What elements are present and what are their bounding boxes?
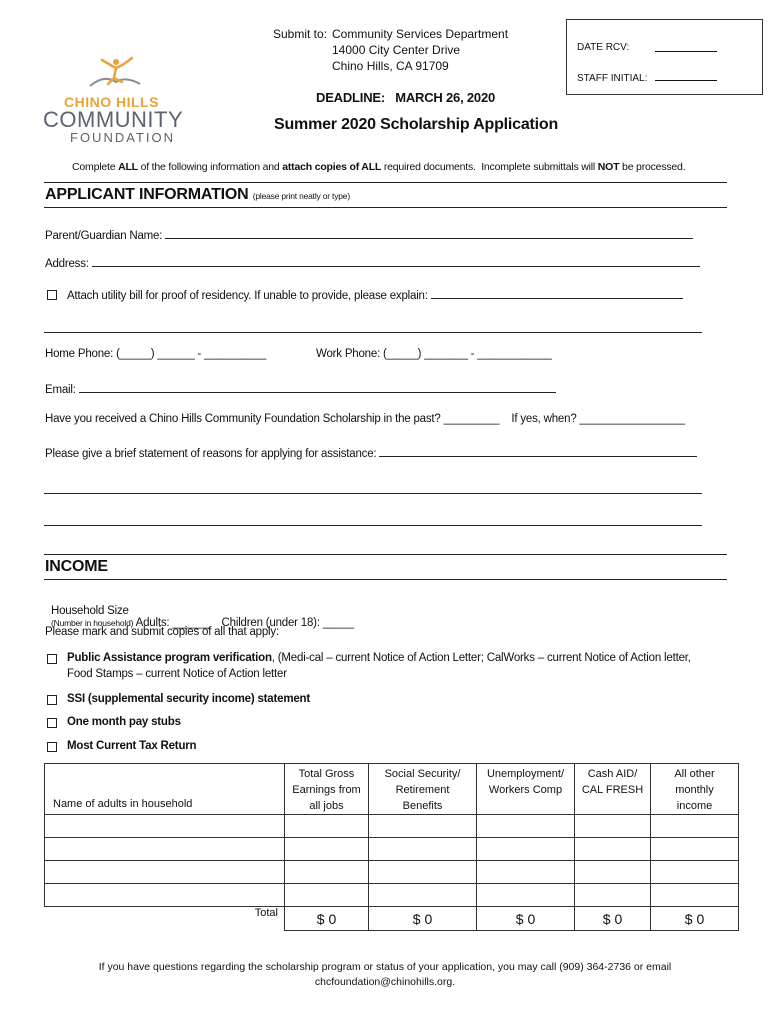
table-cell[interactable]	[575, 815, 651, 838]
instr-text-2: of the following information and	[137, 161, 283, 173]
table-row	[45, 838, 739, 861]
table-cell[interactable]	[45, 861, 285, 884]
table-cell[interactable]	[477, 884, 575, 907]
instr-bold-2: attach copies of ALL	[282, 161, 382, 173]
household-size-field[interactable]	[45, 593, 354, 629]
household-size-rest: Adults: ______ Children (under 18): _____	[133, 617, 354, 629]
address-field[interactable]	[45, 256, 700, 270]
submit-line-1: Community Services Department	[332, 27, 509, 41]
footer-line-1: If you have questions regarding the scholarship program or status of your application, you may call (909) 364-2736 or email	[98, 961, 672, 973]
page-title: Summer 2020 Scholarship Application	[274, 116, 559, 133]
col-header-other-income: All other monthly income	[651, 764, 739, 815]
instructions	[72, 161, 685, 173]
table-cell[interactable]	[45, 815, 285, 838]
table-cell[interactable]	[369, 861, 477, 884]
table-cell[interactable]	[477, 861, 575, 884]
applicant-heading	[45, 186, 350, 204]
table-cell[interactable]	[285, 884, 369, 907]
col-header-unemployment: Unemployment/ Workers Comp	[477, 764, 575, 815]
table-cell[interactable]	[285, 861, 369, 884]
ssi-label: SSI (supplemental security income) statement	[67, 693, 310, 705]
table-cell[interactable]	[651, 838, 739, 861]
tax-return-label: Most Current Tax Return	[67, 740, 197, 752]
utility-line[interactable]	[431, 288, 683, 299]
pay-stubs-label: One month pay stubs	[67, 716, 181, 728]
table-cell[interactable]	[285, 838, 369, 861]
mark-instructions: Please mark and submit copies of all that apply:	[45, 626, 279, 638]
utility-label: Attach utility bill for proof of residency. If unable to provide, please explain:	[67, 290, 428, 302]
divider	[44, 207, 727, 208]
total-gross-earnings: $ 0	[285, 907, 369, 931]
staff-initial-label: STAFF INITIAL:	[577, 73, 648, 84]
instr-bold-3: NOT	[597, 161, 620, 173]
table-cell[interactable]	[369, 815, 477, 838]
table-cell[interactable]	[477, 815, 575, 838]
foundation-logo	[42, 56, 186, 148]
statement-line[interactable]	[379, 446, 697, 457]
table-cell[interactable]	[369, 838, 477, 861]
footer-contact	[0, 960, 770, 990]
logo-line-3: FOUNDATION	[70, 130, 175, 145]
divider	[44, 554, 727, 555]
divider	[44, 579, 727, 580]
table-row	[45, 884, 739, 907]
home-phone-field[interactable]: Home Phone: (_____) ______ - __________	[45, 348, 267, 360]
utility-checkbox[interactable]	[47, 290, 57, 300]
statement-label: Please give a brief statement of reasons for applying for assistance:	[45, 448, 377, 460]
date-rcv-label: DATE RCV:	[577, 42, 630, 53]
public-assistance-item	[67, 652, 691, 664]
instr-text-4: be processed.	[619, 161, 686, 173]
table-cell[interactable]	[651, 884, 739, 907]
parent-name-line[interactable]	[165, 228, 693, 239]
deadline: DEADLINE: MARCH 26, 2020	[316, 90, 496, 105]
total-cash-aid: $ 0	[575, 907, 651, 931]
table-cell[interactable]	[575, 861, 651, 884]
total-unemployment: $ 0	[477, 907, 575, 931]
public-assistance-checkbox[interactable]	[47, 654, 57, 664]
table-cell[interactable]	[477, 838, 575, 861]
table-cell[interactable]	[651, 815, 739, 838]
total-row	[45, 907, 739, 931]
utility-line-2[interactable]	[44, 332, 702, 333]
email-field[interactable]	[45, 382, 556, 396]
address-label: Address:	[45, 258, 89, 270]
table-cell[interactable]	[369, 884, 477, 907]
income-heading: INCOME	[45, 558, 108, 575]
household-size-note: (Number in household)	[51, 618, 134, 628]
footer-email[interactable]: chcfoundation@chinohills.org.	[314, 976, 456, 988]
parent-name-field[interactable]	[45, 228, 693, 242]
total-other-income: $ 0	[651, 907, 739, 931]
statement-line-3[interactable]	[44, 525, 702, 526]
table-cell[interactable]	[285, 815, 369, 838]
email-label: Email:	[45, 384, 76, 396]
staff-initial-line[interactable]	[655, 80, 717, 81]
received-scholarship-field[interactable]: Have you received a Chino Hills Community Foundation Scholarship in the past? _________ If yes, when? _________________	[45, 413, 685, 425]
total-label: Total	[254, 907, 278, 919]
col-header-social-security: Social Security/ Retirement Benefits	[369, 764, 477, 815]
table-cell[interactable]	[45, 838, 285, 861]
date-rcv-line[interactable]	[655, 51, 717, 52]
table-row	[45, 815, 739, 838]
applicant-heading-text: APPLICANT INFORMATION	[45, 186, 249, 203]
instr-text-1: Complete	[72, 161, 119, 173]
applicant-heading-note: (please print neatly or type)	[252, 191, 350, 201]
statement-field[interactable]	[45, 446, 697, 460]
tax-return-checkbox[interactable]	[47, 742, 57, 752]
utility-field[interactable]	[67, 288, 683, 302]
household-size-label: Household Size	[51, 605, 129, 617]
submit-line-2: 14000 City Center Drive	[332, 43, 461, 57]
submit-line-3: Chino Hills, CA 91709	[332, 59, 449, 73]
pay-stubs-checkbox[interactable]	[47, 718, 57, 728]
parent-name-label: Parent/Guardian Name:	[45, 230, 163, 242]
work-phone-field[interactable]: Work Phone: (_____) _______ - ____________	[316, 348, 552, 360]
public-assistance-label: Public Assistance program verification	[67, 652, 272, 664]
col-header-name: Name of adults in household	[45, 764, 285, 815]
instr-text-3: required documents. Incomplete submittals will	[381, 161, 598, 173]
ssi-checkbox[interactable]	[47, 695, 57, 705]
table-cell[interactable]	[651, 861, 739, 884]
divider	[44, 182, 727, 183]
office-use-box	[566, 19, 763, 95]
public-assistance-detail: , (Medi-cal – current Notice of Action Letter; CalWorks – current Notice of Action letter,	[271, 652, 691, 664]
instr-bold-1: ALL	[118, 161, 138, 173]
table-cell[interactable]	[45, 884, 285, 907]
statement-line-2[interactable]	[44, 493, 702, 494]
total-social-security: $ 0	[369, 907, 477, 931]
table-cell[interactable]	[575, 838, 651, 861]
email-line[interactable]	[79, 382, 556, 393]
logo-line-1: CHINO HILLS	[64, 94, 159, 110]
public-assistance-detail-2: Food Stamps – current Notice of Action letter	[67, 668, 287, 680]
income-table	[44, 763, 739, 931]
address-line[interactable]	[92, 256, 700, 267]
col-header-cash-aid: Cash AID/ CAL FRESH	[575, 764, 651, 815]
col-header-gross-earnings: Total Gross Earnings from all jobs	[285, 764, 369, 815]
table-cell[interactable]	[575, 884, 651, 907]
submit-label: Submit to:	[273, 27, 328, 41]
logo-line-2: COMMUNITY	[43, 107, 184, 132]
table-row	[45, 861, 739, 884]
